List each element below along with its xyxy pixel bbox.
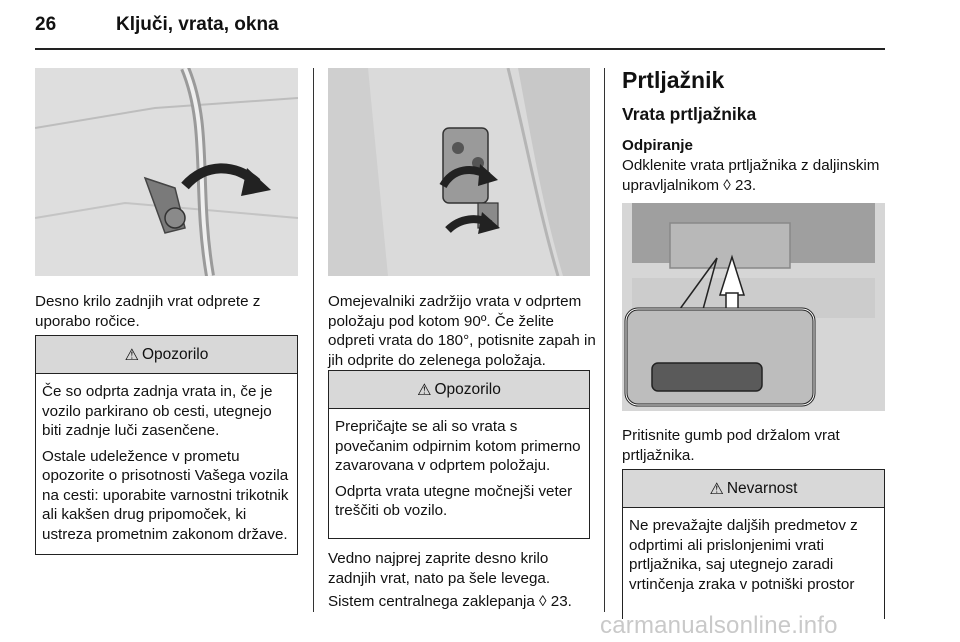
tailgate-button-illustration [622, 203, 885, 411]
chapter-title: Ključi, vrata, okna [116, 14, 279, 35]
rear-door-handle-illustration [35, 68, 298, 276]
warning-title: Opozorilo [142, 345, 209, 363]
warning-triangle-icon: ⚠ [417, 381, 432, 399]
warning-paragraph: Ostale udeležence v prometu opozorite o prisotnosti Vašega vozila na cesti: uporabite varnostni trikotnik ali kakšen drug pripomoček, ki ustreza prometnim zakonom države. [42, 447, 289, 543]
warning-triangle-icon: ⚠ [709, 480, 724, 498]
header-rule [35, 48, 885, 50]
page-number: 26 [35, 14, 57, 35]
danger-title: Nevarnost [726, 479, 798, 497]
warning-box-header [36, 336, 297, 374]
tailgate-button-caption: Pritisnite gumb pod držalom vrat prtljažnika. [622, 427, 840, 464]
warning-paragraph: Odprta vrata utegne močnejši veter treščiti ob vozilo. [335, 482, 573, 519]
warning-box-2 [328, 370, 590, 539]
column-divider-2 [604, 68, 605, 612]
warning-paragraph: Prepričajte se ali so vrata s povečanim odpirnim kotom primerno zavarovana v odprtem položaju. [335, 418, 581, 474]
watermark: carmanualsonline.info [600, 612, 838, 639]
remote-unlock-paragraph: Odklenite vrata prtljažnika z daljinskim upravljalnikom ◊ 23. [622, 157, 880, 194]
central-locking-reference: Sistem centralnega zaklepanja ◊ 23. [328, 593, 572, 610]
warning-box-1 [35, 335, 298, 555]
door-handle-caption: Desno krilo zadnjih vrat odprete z uporabo ročice. [35, 293, 261, 330]
door-limiter-illustration [328, 68, 590, 276]
warning-box-header [329, 371, 589, 409]
danger-paragraph: Ne prevažajte daljših predmetov z odprtimi ali prislonjenimi vrati prtljažnika, saj utegnejo zaradi vrtinčenja zraka v potniški prostor [629, 517, 858, 593]
procedure-heading: Odpiranje [622, 137, 693, 154]
subsection-heading: Vrata prtljažnika [622, 104, 757, 124]
danger-box-header [623, 470, 884, 508]
warning-triangle-icon: ⚠ [124, 346, 139, 364]
danger-box [622, 469, 885, 619]
warning-paragraph: Če so odprta zadnja vrata in, če je vozilo parkirano ob cesti, utegnejo biti zadnje luči zasenčene. [42, 383, 273, 439]
door-limiter-caption: Omejevalniki zadržijo vrata v odprtem položaju pod kotom 90º. Če želite odpreti vrata do 180°, potisnite zapah in jih odprite do zelenega položaja. [328, 293, 596, 369]
warning-title: Opozorilo [434, 380, 501, 398]
section-heading: Prtljažnik [622, 67, 725, 93]
column-divider-1 [313, 68, 314, 612]
closing-order-paragraph: Vedno najprej zaprite desno krilo zadnjih vrat, nato pa šele levega. [328, 550, 551, 587]
